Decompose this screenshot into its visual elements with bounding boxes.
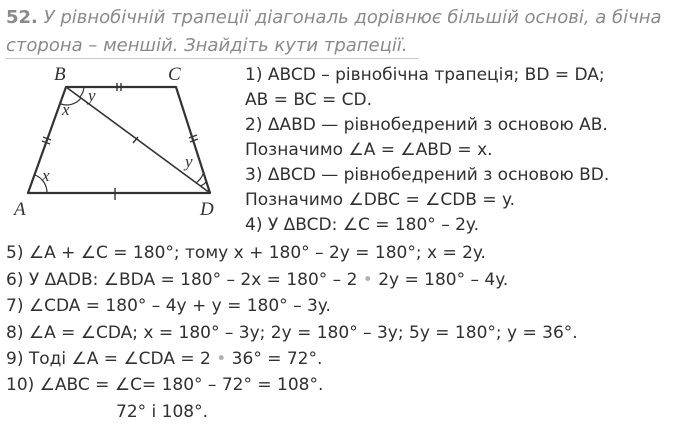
angle-label-y-at-b: y xyxy=(88,86,96,105)
solution-line-5: 3) ΔBCD — рівнобедрений з основою BD. xyxy=(245,165,610,185)
solution-line-12-start: 9) Тоді ∠A = ∠CDA = 2 xyxy=(6,349,217,369)
solution-line-9 xyxy=(6,269,508,291)
multiplication-dot: • xyxy=(362,270,373,290)
solution-line-10: 7) ∠CDA = 180° – 4y + y = 180° – 3y. xyxy=(6,296,331,316)
solution-line-12-end: 36° = 72°. xyxy=(226,349,323,369)
vertex-label-d: D xyxy=(200,199,214,220)
trapezoid-figure xyxy=(0,60,240,220)
angle-label-x-at-b: x xyxy=(62,100,70,119)
solution-line-4: Позначимо ∠A = ∠ABD = x. xyxy=(245,140,493,160)
problem-text: У рівнобічній трапеції діагональ дорівнює більшій основі, а бічна сторона – меншій. Знайдіть кути трапеції. xyxy=(6,7,662,56)
solution-line-9-end: 2y = 180° – 4y. xyxy=(372,270,509,290)
solution-line-8: 5) ∠A + ∠C = 180°; тому x + 180° – 2y = 180°; x = 2y. xyxy=(6,243,486,263)
title-underline xyxy=(6,58,418,59)
solution-line-3: 2) ΔABD — рівнобедрений з основою AB. xyxy=(245,115,608,135)
vertex-label-b: B xyxy=(54,64,66,85)
solution-line-2: AB = BC = CD. xyxy=(245,90,372,110)
angle-label-y-at-d: y xyxy=(185,152,193,171)
solution-line-12 xyxy=(6,348,322,370)
solution-line-13: 10) ∠ABC = ∠C= 180° – 72° = 108°. xyxy=(6,375,324,395)
answer-line: 72° і 108°. xyxy=(116,402,209,422)
trapezoid-outline xyxy=(28,87,210,193)
solution-line-9-start: 6) У ΔADB: ∠BDA = 180° – 2x = 180° – 2 xyxy=(6,270,363,290)
angle-label-x-at-a: x xyxy=(42,166,50,185)
problem-statement xyxy=(6,4,695,60)
solution-line-1: 1) ABCD – рівнобічна трапеція; BD = DA; xyxy=(245,65,605,85)
vertex-label-a: A xyxy=(14,199,26,220)
problem-number: 52. xyxy=(6,7,38,28)
solution-line-11: 8) ∠A = ∠CDA; x = 180° – 3y; 2y = 180° – 3y; 5y = 180°; y = 36°. xyxy=(6,323,578,343)
solution-line-7: 4) У ΔBCD: ∠C = 180° – 2y. xyxy=(245,215,479,235)
multiplication-dot: • xyxy=(216,349,227,369)
vertex-label-c: C xyxy=(168,64,181,85)
solution-line-6: Позначимо ∠DBC = ∠CDB = y. xyxy=(245,190,516,210)
